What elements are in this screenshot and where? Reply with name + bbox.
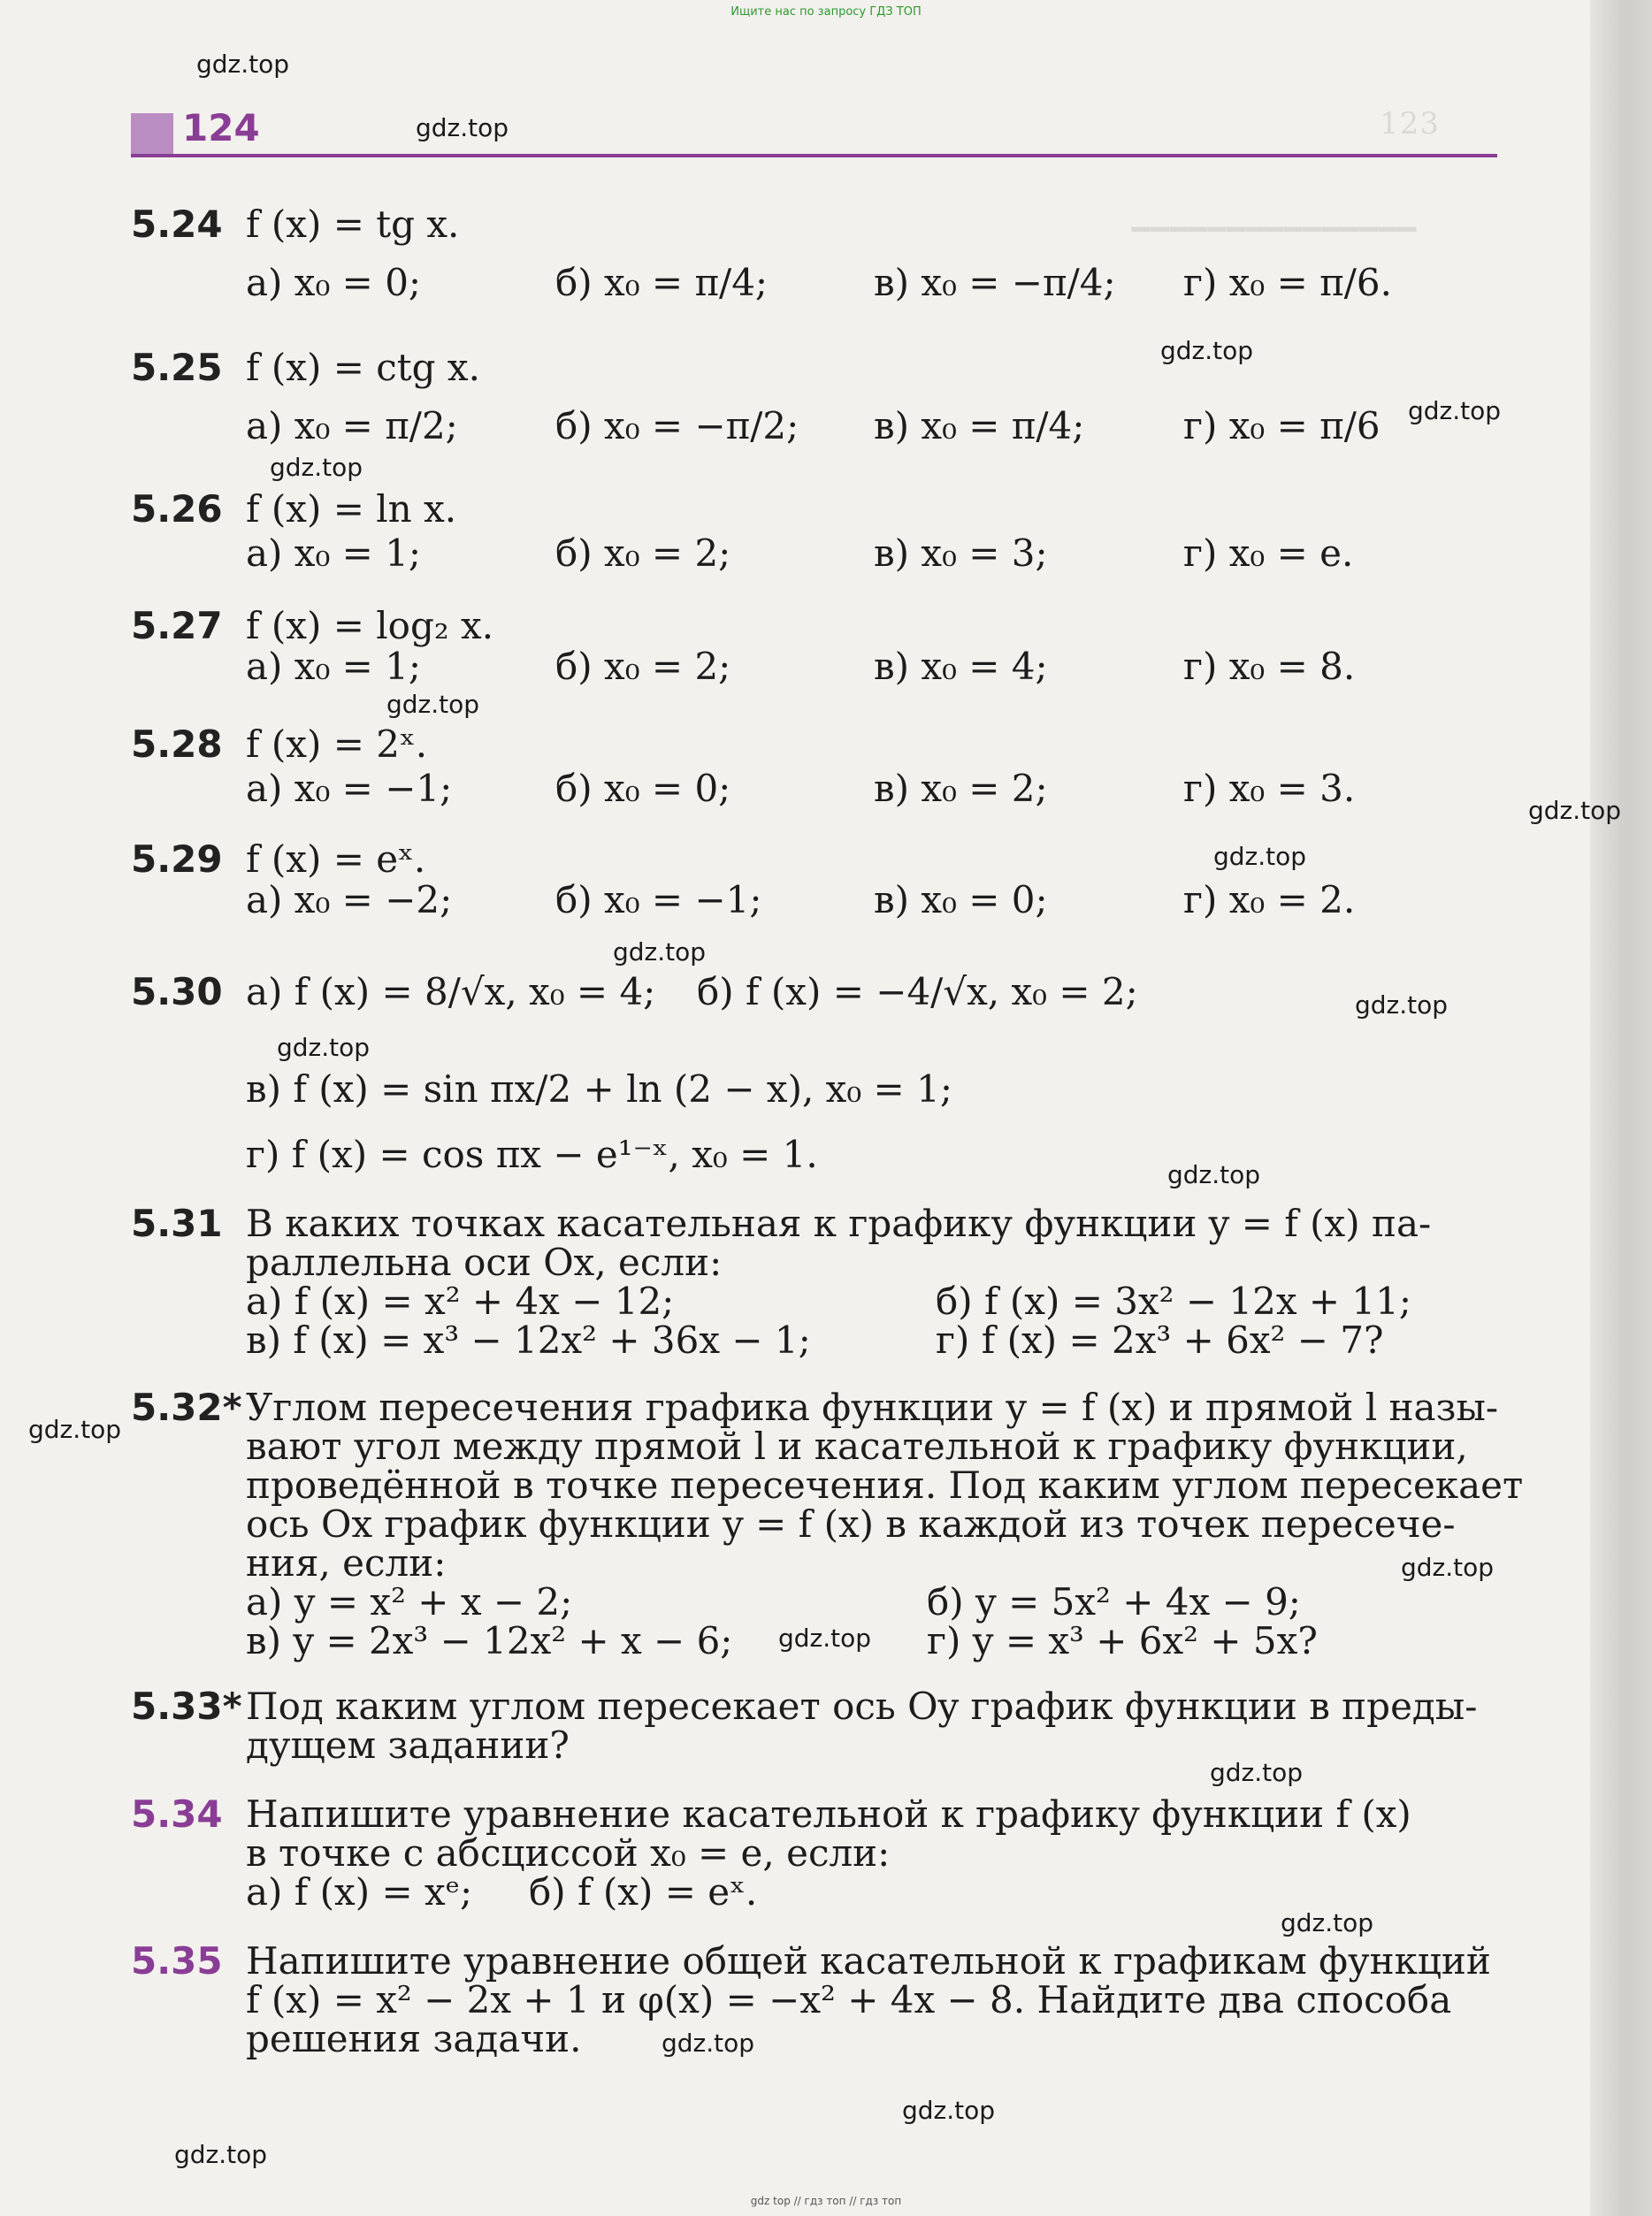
watermark: gdz.top bbox=[416, 113, 509, 142]
watermark: gdz.top bbox=[662, 2029, 755, 2058]
page-number-marker bbox=[131, 113, 173, 154]
option-g: г) f (x) = cos πx − e¹⁻ˣ, x₀ = 1. bbox=[246, 1133, 818, 1176]
option-g: г) x₀ = 8. bbox=[1183, 645, 1356, 688]
bottom-note: gdz top // гдз топ // гдз топ bbox=[750, 2195, 902, 2207]
page-fold-shadow bbox=[1590, 0, 1652, 2216]
watermark: gdz.top bbox=[1160, 336, 1254, 365]
option-b: б) x₀ = 2; bbox=[555, 645, 731, 688]
watermark: gdz.top bbox=[1355, 990, 1449, 1020]
option-a: а) f (x) = xᵉ; bbox=[246, 1870, 473, 1914]
problem-text-line: f (x) = x² − 2x + 1 и φ(x) = −x² + 4x − 8. Найдите два способа bbox=[246, 1978, 1452, 2021]
option-v: в) x₀ = 0; bbox=[874, 878, 1048, 921]
watermark: gdz.top bbox=[270, 453, 363, 482]
header-rule bbox=[131, 154, 1497, 157]
problem-text-line: Напишите уравнение общей касательной к графикам функций bbox=[246, 1939, 1491, 1983]
watermark: gdz.top bbox=[613, 937, 707, 967]
problem-text-line: Напишите уравнение касательной к графику функции f (x) bbox=[246, 1792, 1411, 1836]
watermark: gdz.top bbox=[1167, 1160, 1261, 1189]
option-g: г) x₀ = 3. bbox=[1183, 767, 1356, 810]
watermark: gdz.top bbox=[1408, 396, 1502, 425]
option-b: б) x₀ = −π/2; bbox=[555, 404, 799, 447]
watermark: gdz.top bbox=[386, 690, 480, 719]
option-a: а) y = x² + x − 2; bbox=[246, 1580, 573, 1624]
problem-statement: f (x) = log₂ x. bbox=[246, 604, 494, 647]
option-b: б) y = 5x² + 4x − 9; bbox=[927, 1580, 1301, 1624]
problem-text-line: В каких точках касательная к графику функции y = f (x) па- bbox=[246, 1202, 1432, 1245]
option-a: а) x₀ = 1; bbox=[246, 531, 422, 575]
option-v: в) x₀ = 4; bbox=[874, 645, 1048, 688]
option-v: в) x₀ = 2; bbox=[874, 767, 1048, 810]
problem-number: 5.34 bbox=[131, 1792, 223, 1836]
watermark: gdz.top bbox=[1213, 842, 1307, 871]
problem-number: 5.25 bbox=[131, 346, 223, 389]
option-b: б) f (x) = −4/√x, x₀ = 2; bbox=[697, 970, 1138, 1013]
show-through-text: ━━━━━━━━━━━━━━━ bbox=[1132, 212, 1418, 248]
problem-number: 5.27 bbox=[131, 604, 223, 647]
problem-statement: f (x) = 2ˣ. bbox=[246, 722, 428, 766]
problem-text-line: решения задачи. bbox=[246, 2017, 582, 2060]
option-v: в) y = 2x³ − 12x² + x − 6; bbox=[246, 1619, 733, 1662]
watermark: gdz.top bbox=[196, 50, 290, 79]
option-g: г) x₀ = e. bbox=[1183, 531, 1354, 575]
option-a: а) x₀ = −2; bbox=[246, 878, 453, 921]
problem-statement: f (x) = ctg x. bbox=[246, 346, 480, 389]
watermark: gdz.top bbox=[1281, 1908, 1374, 1937]
option-b: б) x₀ = −1; bbox=[555, 878, 762, 921]
option-a: а) x₀ = 1; bbox=[246, 645, 422, 688]
problem-text-line: проведённой в точке пересечения. Под каким углом пересекает bbox=[246, 1463, 1524, 1507]
option-g: г) f (x) = 2x³ + 6x² − 7? bbox=[936, 1318, 1384, 1362]
option-a: а) f (x) = x² + 4x − 12; bbox=[246, 1280, 675, 1323]
watermark: gdz.top bbox=[28, 1415, 122, 1444]
problem-number: 5.26 bbox=[131, 487, 223, 531]
problem-statement: f (x) = tg x. bbox=[246, 202, 460, 246]
problem-number: 5.30 bbox=[131, 970, 223, 1013]
option-a: а) f (x) = 8/√x, x₀ = 4; bbox=[246, 970, 656, 1013]
option-a: а) x₀ = 0; bbox=[246, 261, 422, 304]
problem-statement: f (x) = ln x. bbox=[246, 487, 457, 531]
option-g: г) x₀ = π/6 bbox=[1183, 404, 1380, 447]
problem-text-line: ось Ox график функции y = f (x) в каждой из точек пересече- bbox=[246, 1502, 1456, 1546]
problem-text-line: ния, если: bbox=[246, 1541, 447, 1585]
option-b: б) x₀ = 0; bbox=[555, 767, 731, 810]
option-b: б) f (x) = eˣ. bbox=[529, 1870, 758, 1914]
option-a: а) x₀ = π/2; bbox=[246, 404, 458, 447]
watermark: gdz.top bbox=[174, 2140, 268, 2169]
option-g: г) x₀ = π/6. bbox=[1183, 261, 1392, 304]
watermark: gdz.top bbox=[902, 2096, 996, 2125]
problem-text-line: дущем задании? bbox=[246, 1723, 570, 1767]
problem-text-line: вают угол между прямой l и касательной к графику функции, bbox=[246, 1425, 1468, 1468]
page-number: 124 bbox=[182, 106, 260, 149]
problem-text-line: в точке с абсциссой x₀ = e, если: bbox=[246, 1831, 891, 1875]
option-v: в) f (x) = x³ − 12x² + 36x − 1; bbox=[246, 1318, 811, 1362]
option-g: г) x₀ = 2. bbox=[1183, 878, 1356, 921]
option-b: б) x₀ = π/4; bbox=[555, 261, 769, 304]
top-note: Ищите нас по запросу ГДЗ ТОП bbox=[730, 5, 922, 19]
watermark: gdz.top bbox=[277, 1033, 371, 1062]
problem-number: 5.31 bbox=[131, 1202, 223, 1245]
option-v: в) x₀ = −π/4; bbox=[874, 261, 1116, 304]
problem-number: 5.24 bbox=[131, 202, 223, 246]
watermark: gdz.top bbox=[778, 1624, 872, 1653]
problem-statement: f (x) = eˣ. bbox=[246, 837, 426, 881]
problem-number: 5.29 bbox=[131, 837, 223, 881]
show-through-text: 123 bbox=[1380, 106, 1440, 141]
problem-text-line: Под каким углом пересекает ось Oy график функции в преды- bbox=[246, 1685, 1478, 1728]
watermark: gdz.top bbox=[1528, 796, 1622, 825]
problem-text-line: Углом пересечения графика функции y = f (x) и прямой l назы- bbox=[246, 1386, 1499, 1429]
option-b: б) x₀ = 2; bbox=[555, 531, 731, 575]
option-b: б) f (x) = 3x² − 12x + 11; bbox=[936, 1280, 1412, 1323]
option-v: в) x₀ = π/4; bbox=[874, 404, 1085, 447]
option-a: а) x₀ = −1; bbox=[246, 767, 453, 810]
problem-number: 5.33* bbox=[131, 1685, 242, 1728]
problem-text-line: раллельна оси Ox, если: bbox=[246, 1241, 723, 1284]
watermark: gdz.top bbox=[1401, 1553, 1495, 1582]
option-v: в) x₀ = 3; bbox=[874, 531, 1048, 575]
problem-number: 5.32* bbox=[131, 1386, 242, 1429]
option-g: г) y = x³ + 6x² + 5x? bbox=[927, 1619, 1318, 1662]
problem-number: 5.35 bbox=[131, 1939, 223, 1983]
watermark: gdz.top bbox=[1210, 1758, 1304, 1787]
problem-number: 5.28 bbox=[131, 722, 223, 766]
option-v: в) f (x) = sin πx/2 + ln (2 − x), x₀ = 1; bbox=[246, 1067, 952, 1111]
